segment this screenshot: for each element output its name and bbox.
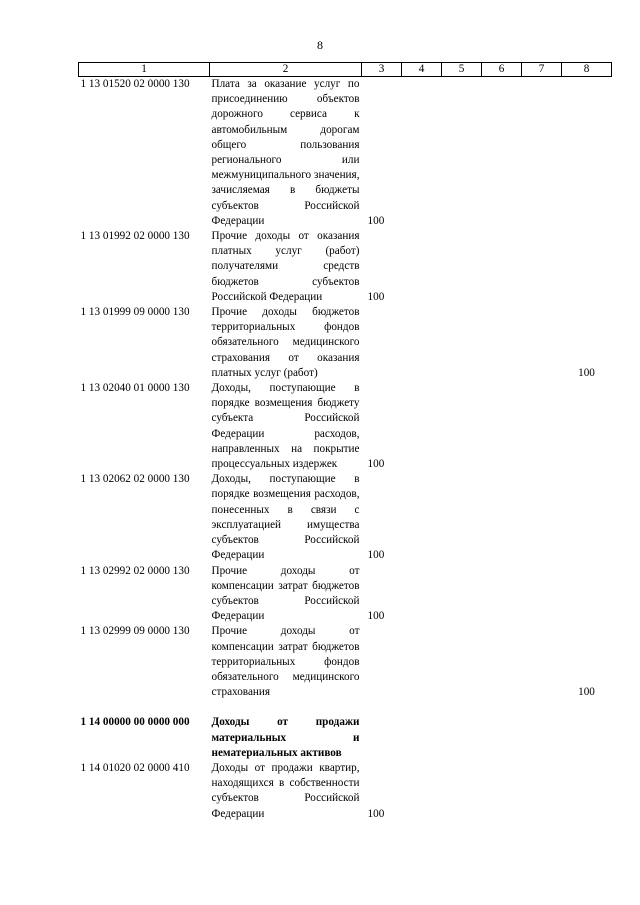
value-col3 [362,624,402,700]
value-col8: 100 [578,686,595,699]
revenue-name: Доходы, поступающие в порядке возмещения бюджету субъекта Российской Федерации расходов, направленных на покрытие процессуальных издержек [211,382,360,471]
value-col3: 100 [367,214,385,227]
value-col3: 100 [367,807,385,820]
revenue-codes-table [78,62,612,822]
budget-code: 1 13 02992 02 0000 130 [80,564,190,577]
column-header: 4 [402,63,442,77]
table-row [79,472,612,563]
value-col8 [562,564,612,625]
table-row [79,564,612,625]
revenue-name: Доходы, поступающие в порядке возмещения расходов, понесенных в связи с эксплуатацией имущества субъектов Российской Федерации [211,473,360,562]
table-row [79,77,612,230]
value-col3: 100 [367,458,385,471]
table-row [79,381,612,472]
value-col8 [562,229,612,305]
budget-code: 1 13 02062 02 0000 130 [80,473,190,486]
column-header: 7 [522,63,562,77]
revenue-name: Доходы от продажи материальных и нематериальных активов [211,716,360,759]
value-col3: 100 [367,610,385,623]
revenue-name: Прочие доходы от компенсации затрат бюджетов субъектов Российской Федерации [211,564,360,623]
value-col3 [362,305,402,381]
budget-code: 1 14 01020 02 0000 410 [80,761,190,774]
budget-code: 1 13 02040 01 0000 130 [80,382,190,395]
table-row [79,305,612,381]
value-col3 [362,715,402,761]
column-header: 2 [210,63,362,77]
column-header: 8 [562,63,612,77]
revenue-name: Прочие доходы бюджетов территориальных фондов обязательного медицинского страхования от оказания платных услуг (работ) [211,306,360,379]
budget-code: 1 13 01992 02 0000 130 [80,230,190,243]
spacer-row [79,700,612,715]
value-col8 [562,77,612,230]
value-col8 [562,761,612,822]
column-header: 3 [362,63,402,77]
revenue-name: Прочие доходы от оказания платных услуг (работ) получателями средств бюджетов субъектов Российской Федерации [211,230,360,303]
table-row [79,624,612,700]
table-header [79,63,612,77]
page-number: 8 [317,38,323,52]
revenue-name: Доходы от продажи квартир, находящихся в собственности субъектов Российской Федерации [211,761,360,820]
budget-code: 1 13 02999 09 0000 130 [80,625,190,638]
value-col3: 100 [367,549,385,562]
column-header: 6 [482,63,522,77]
value-col8 [562,715,612,761]
value-col8 [562,381,612,472]
column-header: 5 [442,63,482,77]
column-header: 1 [79,63,210,77]
value-col8 [562,472,612,563]
budget-code: 1 13 01520 02 0000 130 [80,78,190,90]
budget-code: 1 13 01999 09 0000 130 [80,306,190,319]
table-row [79,229,612,305]
table-row [79,761,612,822]
value-col8: 100 [578,366,595,379]
table-row [79,715,612,761]
revenue-name: Прочие доходы от компенсации затрат бюджетов территориальных фондов обязательного медицинского страхования [211,625,360,699]
budget-code: 1 14 00000 00 0000 000 [80,716,190,729]
value-col3: 100 [367,290,385,303]
revenue-name: Плата за оказание услуг по присоединению объектов дорожного сервиса к автомобильным дорогам общего пользования регионального или межмуниципального значения, зачисляемая в бюджеты субъектов Российской Федерации [211,78,360,227]
